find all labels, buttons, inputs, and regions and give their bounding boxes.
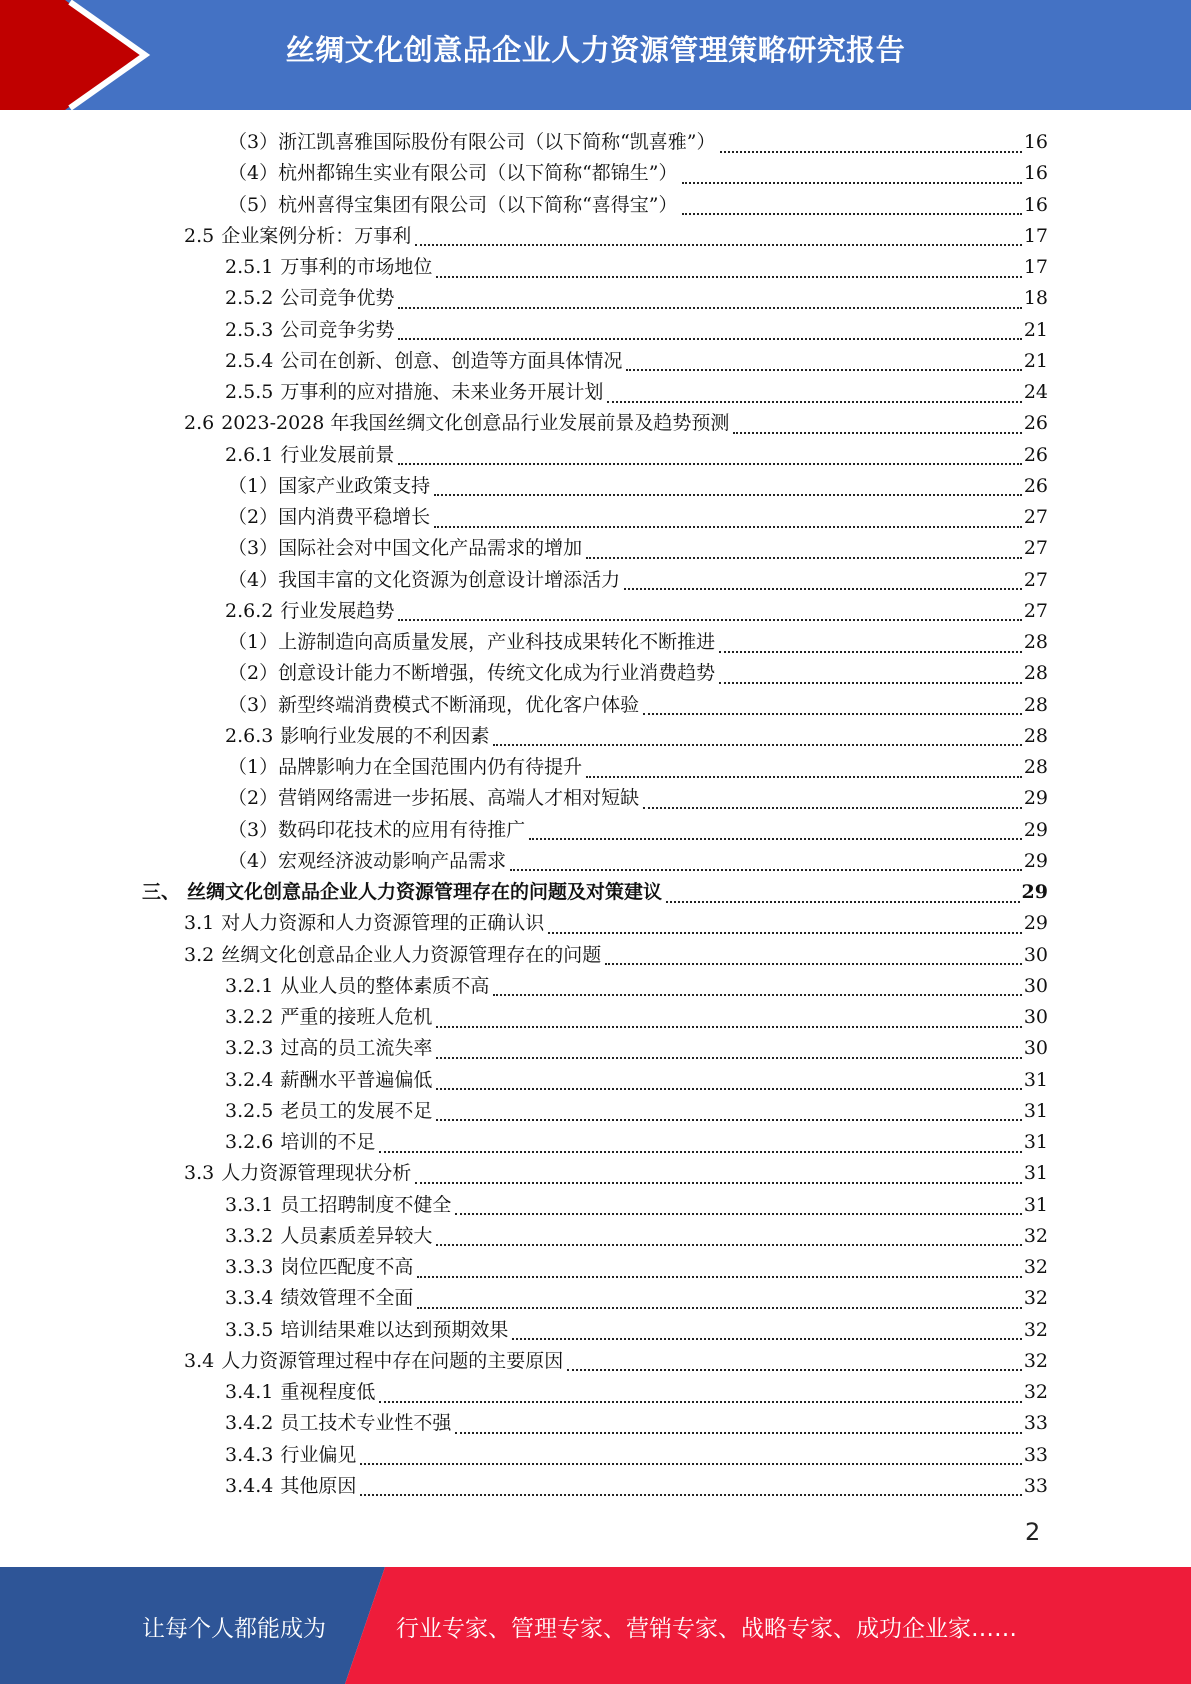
toc-entry-page: 27	[1023, 568, 1048, 591]
toc-entry-number: 3.3.3	[225, 1256, 274, 1278]
toc-entry-title: 严重的接班人危机	[280, 1006, 433, 1028]
toc-entry-page: 30	[1023, 1037, 1048, 1060]
toc-entry[interactable]	[228, 565, 1048, 596]
toc-entry-title: 杭州都锦生实业有限公司（以下简称“都锦生”）	[278, 162, 678, 185]
toc-entry-number: 2.5.3	[225, 318, 274, 341]
toc-entry[interactable]	[228, 846, 1048, 877]
toc-entry[interactable]	[142, 877, 1048, 908]
toc-dot-leader	[605, 941, 1022, 965]
toc-entry-number: 3.3	[184, 1162, 215, 1185]
toc-entry-number: 3.3.4	[225, 1287, 274, 1310]
toc-entry-page: 26	[1023, 412, 1048, 435]
toc-entry[interactable]	[184, 1158, 1048, 1189]
toc-entry-number: 3.4.1	[225, 1381, 274, 1403]
toc-entry-page: 32	[1023, 1381, 1048, 1403]
toc-entry[interactable]	[228, 127, 1048, 158]
toc-entry-page: 17	[1023, 256, 1048, 278]
toc-entry[interactable]	[228, 783, 1048, 814]
toc-dot-leader	[455, 1410, 1021, 1434]
toc-entry[interactable]	[228, 190, 1048, 221]
toc-entry-title: 其他原因	[280, 1474, 357, 1497]
toc-dot-leader	[643, 691, 1022, 715]
toc-entry-title: 过高的员工流失率	[280, 1037, 433, 1060]
toc-entry-number: 2.5.5	[225, 381, 274, 403]
toc-entry-number: （2）	[228, 662, 279, 685]
toc-entry-number: 3.2.1	[225, 974, 274, 997]
toc-entry-title: 公司在创新、创意、创造等方面具体情况	[280, 349, 623, 372]
toc-entry[interactable]	[225, 440, 1048, 471]
toc-entry-title: 人力资源管理过程中存在问题的主要原因	[221, 1349, 564, 1372]
toc-entry-title: 行业发展前景	[280, 443, 395, 466]
toc-entry[interactable]	[225, 252, 1048, 283]
toc-entry-number: 3.4.2	[225, 1412, 274, 1435]
toc-entry-page: 17	[1023, 224, 1048, 247]
toc-entry[interactable]	[228, 658, 1048, 689]
toc-entry[interactable]	[228, 815, 1048, 846]
toc-dot-leader	[586, 535, 1022, 559]
toc-dot-leader	[493, 972, 1021, 996]
toc-entry-title: 万事利的应对措施、未来业务开展计划	[280, 381, 604, 403]
toc-entry-number: （3）	[228, 537, 279, 560]
toc-entry-page: 29	[1023, 787, 1048, 810]
toc-entry-title: 员工技术专业性不强	[280, 1412, 452, 1435]
toc-entry-title: 杭州喜得宝集团有限公司（以下简称“喜得宝”）	[278, 193, 678, 216]
toc-entry-page: 29	[1023, 849, 1048, 872]
toc-entry-title: 新型终端消费模式不断涌现，优化客户体验	[278, 693, 640, 716]
toc-dot-leader	[436, 1222, 1021, 1246]
toc-entry[interactable]	[184, 408, 1048, 439]
toc-entry[interactable]	[225, 1283, 1048, 1314]
toc-entry-page: 31	[1023, 1162, 1048, 1185]
toc-entry-page: 18	[1023, 287, 1048, 310]
toc-entry[interactable]	[225, 596, 1048, 627]
toc-entry-title: 影响行业发展的不利因素	[280, 724, 490, 747]
toc-entry-number: 3.3.1	[225, 1193, 274, 1216]
toc-entry[interactable]	[228, 627, 1048, 658]
toc-entry[interactable]	[225, 1408, 1048, 1439]
toc-entry-page: 21	[1023, 318, 1048, 341]
toc-entry[interactable]	[228, 533, 1048, 564]
toc-entry[interactable]	[228, 502, 1048, 533]
toc-entry-title: 我国丰富的文化资源为创意设计增添活力	[278, 568, 621, 591]
toc-entry-title: 数码印花技术的应用有待推广	[278, 818, 526, 841]
toc-entry[interactable]	[225, 1065, 1048, 1096]
toc-entry[interactable]	[184, 221, 1048, 252]
toc-entry[interactable]	[184, 908, 1048, 939]
toc-entry-number: 2.5.4	[225, 349, 274, 372]
toc-entry-page: 16	[1023, 193, 1048, 216]
toc-entry-title: 岗位匹配度不高	[280, 1256, 414, 1278]
toc-entry[interactable]	[225, 315, 1048, 346]
toc-dot-leader	[666, 879, 1020, 903]
toc-entry-title: 万事利的市场地位	[280, 256, 433, 278]
toc-dot-leader	[624, 566, 1022, 590]
toc-entry-number: 2.5	[184, 224, 215, 247]
toc-entry-title: 丝绸文化创意品企业人力资源管理存在的问题及对策建议	[187, 881, 663, 903]
toc-dot-leader	[436, 1035, 1021, 1059]
toc-dot-leader	[434, 504, 1022, 528]
toc-entry[interactable]	[184, 1346, 1048, 1377]
toc-entry-number: （2）	[228, 787, 279, 810]
toc-entry-page: 32	[1023, 1318, 1048, 1341]
toc-dot-leader	[417, 1254, 1021, 1278]
toc-entry[interactable]	[225, 1221, 1048, 1252]
toc-entry-title: 行业偏见	[280, 1443, 357, 1466]
toc-entry-number: 3.2.2	[225, 1006, 274, 1028]
toc-entry-title: 员工招聘制度不健全	[280, 1193, 452, 1216]
toc-entry-page: 32	[1023, 1256, 1048, 1278]
toc-dot-leader	[360, 1441, 1021, 1465]
toc-entry-page: 33	[1023, 1412, 1048, 1435]
toc-entry-title: 培训结果难以达到预期效果	[280, 1318, 509, 1341]
toc-entry-number: 3.3.2	[225, 1224, 274, 1247]
toc-entry[interactable]	[225, 721, 1048, 752]
toc-entry[interactable]	[225, 1440, 1048, 1471]
toc-entry-number: （4）	[228, 849, 279, 872]
toc-dot-leader	[379, 1129, 1021, 1153]
toc-entry[interactable]	[225, 1252, 1048, 1283]
toc-entry-title: 宏观经济波动影响产品需求	[278, 849, 507, 872]
toc-dot-leader	[567, 1347, 1022, 1371]
toc-entry[interactable]	[225, 1127, 1048, 1158]
toc-entry-page: 27	[1023, 537, 1048, 560]
toc-entry-title: 人力资源管理现状分析	[221, 1162, 412, 1185]
toc-entry-number: 3.2	[184, 943, 215, 966]
toc-entry-title: 从业人员的整体素质不高	[280, 974, 490, 997]
footer-slogan-left: 让每个人都能成为	[142, 1616, 326, 1642]
toc-entry-title: 薪酬水平普遍偏低	[280, 1068, 433, 1091]
toc-entry-page: 16	[1023, 162, 1048, 185]
toc-entry-page: 16	[1023, 131, 1048, 153]
toc-entry-title: 国家产业政策支持	[278, 474, 431, 497]
toc-entry-title: 国际社会对中国文化产品需求的增加	[278, 537, 583, 560]
toc-entry-number: （3）	[228, 693, 279, 716]
toc-entry-title: 绩效管理不全面	[280, 1287, 414, 1310]
toc-entry-title: 培训的不足	[280, 1131, 376, 1153]
toc-entry-number: （3）	[228, 131, 279, 153]
toc-entry-page: 33	[1023, 1474, 1048, 1497]
toc-entry[interactable]	[184, 940, 1048, 971]
toc-entry[interactable]	[225, 1002, 1048, 1033]
toc-entry-number: 3.2.6	[225, 1131, 274, 1153]
toc-entry-title: 浙江凯喜雅国际股份有限公司（以下简称“凯喜雅”）	[278, 131, 716, 153]
toc-entry-number: 3.1	[184, 912, 215, 935]
toc-dot-leader	[548, 910, 1022, 934]
toc-entry[interactable]	[225, 377, 1048, 408]
toc-dot-leader	[417, 1285, 1021, 1309]
toc-entry-number: 3.4	[184, 1349, 215, 1372]
toc-entry-number: （1）	[228, 631, 279, 653]
toc-dot-leader	[643, 785, 1022, 809]
toc-entry-page: 31	[1023, 1193, 1048, 1216]
toc-dot-leader	[682, 160, 1022, 184]
toc-entry-page: 28	[1023, 662, 1048, 685]
toc-dot-leader	[493, 722, 1021, 746]
toc-dot-leader	[586, 754, 1022, 778]
toc-entry-number: 2.6	[184, 412, 215, 435]
report-title: 丝绸文化创意品企业人力资源管理策略研究报告	[285, 33, 906, 67]
toc-entry-number: （1）	[228, 474, 279, 497]
toc-entry-number: （5）	[228, 193, 279, 216]
toc-entry-page: 30	[1023, 943, 1048, 966]
page-number: 2	[1025, 1518, 1041, 1546]
toc-entry-page: 29	[1023, 912, 1048, 935]
toc-dot-leader	[529, 816, 1022, 840]
toc-dot-leader	[733, 410, 1021, 434]
toc-entry-title: 2023-2028 年我国丝绸文化创意品行业发展前景及趋势预测	[221, 412, 730, 435]
footer-slogan-right: 行业专家、管理专家、营销专家、战略专家、成功企业家……	[396, 1616, 1017, 1642]
toc-entry[interactable]	[225, 971, 1048, 1002]
toc-dot-leader	[720, 129, 1022, 153]
toc-entry[interactable]	[225, 1096, 1048, 1127]
toc-entry-page: 24	[1023, 381, 1048, 403]
toc-entry[interactable]	[225, 346, 1048, 377]
toc-dot-leader	[436, 1097, 1021, 1121]
toc-entry-page: 28	[1023, 631, 1048, 653]
toc-dot-leader	[398, 441, 1021, 465]
toc-entry-page: 27	[1023, 599, 1048, 622]
toc-entry-number: 2.6.2	[225, 599, 274, 622]
toc-entry[interactable]	[228, 690, 1048, 721]
toc-entry-page: 26	[1023, 443, 1048, 466]
toc-entry-number: 3.2.4	[225, 1068, 274, 1091]
toc-entry[interactable]	[225, 1377, 1048, 1408]
toc-entry-title: 营销网络需进一步拓展、高端人才相对短缺	[278, 787, 640, 810]
toc-dot-leader	[398, 285, 1021, 309]
toc-entry-page: 29	[1023, 818, 1048, 841]
toc-entry-number: 3.4.3	[225, 1443, 274, 1466]
toc-entry-number: 2.5.2	[225, 287, 274, 310]
toc-entry-number: 3.2.3	[225, 1037, 274, 1060]
toc-entry-page: 26	[1023, 474, 1048, 497]
toc-entry-number: （4）	[228, 568, 279, 591]
toc-entry-page: 31	[1023, 1068, 1048, 1091]
toc-entry-title: 公司竞争劣势	[280, 318, 395, 341]
toc-dot-leader	[682, 191, 1022, 215]
toc-entry[interactable]	[228, 471, 1048, 502]
toc-dot-leader	[398, 316, 1021, 340]
toc-entry-title: 人员素质差异较大	[280, 1224, 433, 1247]
toc-entry[interactable]	[228, 752, 1048, 783]
toc-entry-page: 29	[1021, 881, 1048, 903]
toc-entry-number: 2.6.1	[225, 443, 274, 466]
toc-entry[interactable]	[225, 1471, 1048, 1502]
toc-entry-number: （1）	[228, 756, 279, 778]
toc-dot-leader	[510, 847, 1022, 871]
toc-dot-leader	[436, 254, 1021, 278]
toc-entry-page: 32	[1023, 1287, 1048, 1310]
toc-dot-leader	[415, 222, 1022, 246]
toc-entry[interactable]	[225, 1190, 1048, 1221]
toc-entry-number: 3.3.5	[225, 1318, 274, 1341]
toc-dot-leader	[512, 1316, 1021, 1340]
toc-entry-page: 28	[1023, 693, 1048, 716]
toc-entry-title: 重视程度低	[280, 1381, 376, 1403]
toc-entry-page: 27	[1023, 506, 1048, 528]
toc-entry-number: 2.6.3	[225, 724, 274, 747]
toc-entry-page: 33	[1023, 1443, 1048, 1466]
toc-entry-page: 31	[1023, 1131, 1048, 1153]
toc-entry-page: 28	[1023, 756, 1048, 778]
toc-entry-page: 31	[1023, 1099, 1048, 1122]
toc-entry-title: 老员工的发展不足	[280, 1099, 433, 1122]
toc-entry-page: 28	[1023, 724, 1048, 747]
toc-entry-title: 品牌影响力在全国范围内仍有待提升	[278, 756, 583, 778]
toc-entry-page: 32	[1023, 1224, 1048, 1247]
toc-dot-leader	[398, 597, 1021, 621]
toc-entry-number: （4）	[228, 162, 279, 185]
toc-entry[interactable]	[225, 1315, 1048, 1346]
toc-dot-leader	[719, 629, 1022, 653]
toc-entry-title: 上游制造向高质量发展，产业科技成果转化不断推进	[278, 631, 716, 653]
toc-entry-title: 创意设计能力不断增强，传统文化成为行业消费趋势	[278, 662, 716, 685]
toc-entry-number: 3.2.5	[225, 1099, 274, 1122]
toc-entry-number: （3）	[228, 818, 279, 841]
toc-entry-page: 21	[1023, 349, 1048, 372]
toc-entry[interactable]	[225, 283, 1048, 314]
toc-entry-number: （2）	[228, 506, 279, 528]
toc-dot-leader	[436, 1004, 1021, 1028]
toc-entry-page: 30	[1023, 974, 1048, 997]
toc-entry-page: 32	[1023, 1349, 1048, 1372]
toc-dot-leader	[626, 347, 1021, 371]
toc-entry-page: 30	[1023, 1006, 1048, 1028]
toc-dot-leader	[415, 1160, 1022, 1184]
toc-dot-leader	[434, 472, 1022, 496]
report-header	[0, 0, 1191, 110]
toc-dot-leader	[607, 379, 1021, 403]
toc-dot-leader	[360, 1472, 1021, 1496]
toc-entry-title: 国内消费平稳增长	[278, 506, 431, 528]
toc-entry[interactable]	[228, 158, 1048, 189]
toc-entry-title: 行业发展趋势	[280, 599, 395, 622]
toc-entry[interactable]	[225, 1033, 1048, 1064]
toc-entry-title: 公司竞争优势	[280, 287, 395, 310]
toc-entry-number: 3.4.4	[225, 1474, 274, 1497]
toc-dot-leader	[455, 1191, 1021, 1215]
toc-entry-number: 2.5.1	[225, 256, 274, 278]
toc-dot-leader	[436, 1066, 1021, 1090]
toc-entry-title: 对人力资源和人力资源管理的正确认识	[221, 912, 545, 935]
toc-entry-title: 丝绸文化创意品企业人力资源管理存在的问题	[221, 943, 602, 966]
toc-entry-title: 企业案例分析：万事利	[221, 224, 412, 247]
toc-dot-leader	[719, 660, 1022, 684]
toc-dot-leader	[379, 1379, 1021, 1403]
toc-entry-number: 三、	[142, 881, 181, 903]
